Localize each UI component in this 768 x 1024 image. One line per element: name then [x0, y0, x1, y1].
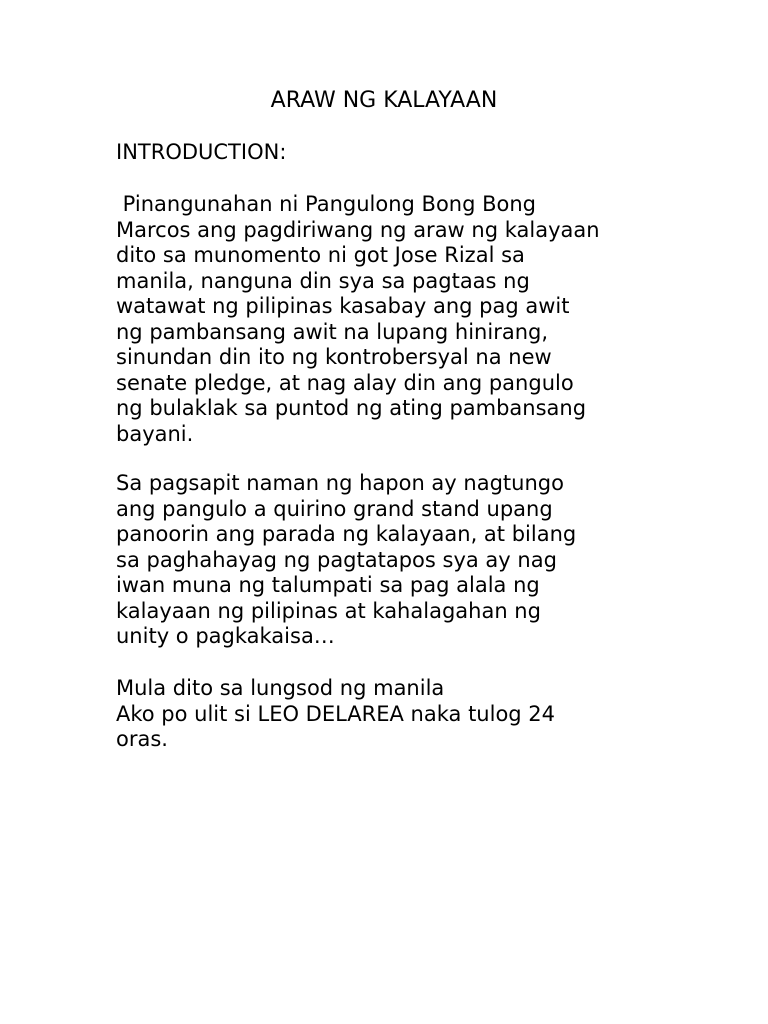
paragraph-line: Ako po ulit si LEO DELAREA naka tulog 24 [116, 701, 556, 726]
paragraph-line: Sa pagsapit naman ng hapon ay nagtungo [116, 471, 564, 495]
paragraph-line: bayani. [116, 421, 194, 446]
paragraph-line: unity o pagkakaisa… [116, 624, 335, 648]
paragraph-line: iwan muna ng talumpati sa pag alala ng [116, 573, 540, 597]
document-title: ARAW NG KALAYAAN [270, 88, 498, 113]
paragraph-line: Pinangunahan ni Pangulong Bong Bong [116, 192, 536, 216]
paragraph-line: senate pledge, at nag alay din ang pangulo [116, 370, 574, 395]
paragraph-line: ng pambansang awit na lupang hinirang, [116, 319, 549, 344]
paragraph-1 [116, 192, 676, 447]
paragraph-2 [116, 471, 676, 650]
paragraph-line: kalayaan ng pilipinas at kahalagahan ng [116, 598, 541, 623]
paragraph-3 [116, 676, 676, 753]
paragraph-line: manila, nanguna din sya sa pagtaas ng [116, 268, 530, 293]
paragraph-line: dito sa munomento ni got Jose Rizal sa [116, 243, 525, 267]
paragraph-line: ng bulaklak sa puntod ng ating pambansang [116, 396, 587, 420]
paragraph-line: sa paghahayag ng pagtatapos sya ay nag [116, 547, 557, 572]
paragraph-line: sinundan din ito ng kontrobersyal na new [116, 345, 552, 369]
paragraph-line: Marcos ang pagdiriwang ng araw ng kalayaan [116, 217, 600, 242]
paragraph-line: panoorin ang parada ng kalayaan, at bilang [116, 522, 577, 546]
paragraph-line: ang pangulo a quirino grand stand upang [116, 496, 553, 521]
paragraph-line: watawat ng pilipinas kasabay ang pag awit [116, 294, 570, 318]
intro-heading: INTRODUCTION: [116, 140, 287, 164]
paragraph-line: Mula dito sa lungsod ng manila [116, 676, 445, 700]
paragraph-line: oras. [116, 727, 168, 751]
